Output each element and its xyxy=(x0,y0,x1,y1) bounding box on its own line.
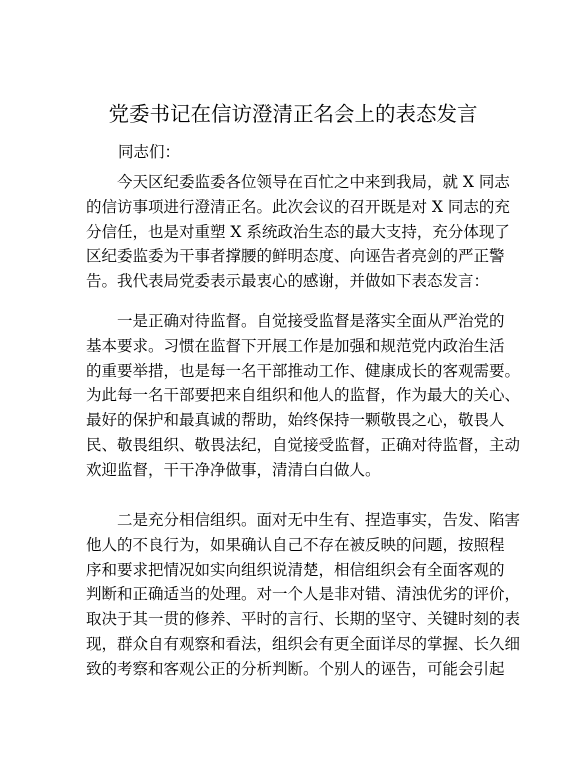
paragraph-line: 的信访事项进行澄清正名。此次会议的召开既是对 X 同志的充 xyxy=(86,197,510,216)
paragraph-line: 欢迎监督，干干净净做事，清清白白做人。 xyxy=(86,460,381,479)
paragraph-line: 今天区纪委监委各位领导在百忙之中来到我局，就 X 同志 xyxy=(117,173,510,191)
paragraph-line: 判断和正确适当的处理。对一个人是非对错、清浊优劣的评价， xyxy=(86,585,521,604)
salutation: 同志们： xyxy=(118,143,181,161)
paragraph-line: 基本要求。习惯在监督下开展工作是加强和规范党内政治生活 xyxy=(86,336,505,355)
paragraph-line: 现，群众自有观察和看法，组织会有更全面详尽的掌握、长久细 xyxy=(86,634,521,653)
paragraph-line: 告。我代表局党委表示最衷心的感谢，并做如下表态发言： xyxy=(86,272,490,291)
document-title: 党委书记在信访澄清正名会上的表态发言 xyxy=(108,102,478,126)
paragraph-line: 最好的保护和最真诚的帮助，始终保持一颗敬畏之心，敬畏人 xyxy=(86,411,505,430)
paragraph-line: 二是充分相信组织。面对无中生有、捏造事实，告发、陷害 xyxy=(117,511,521,529)
paragraph-line: 民、敬畏组织、敬畏法纪，自觉接受监督，正确对待监督，主动 xyxy=(86,435,521,454)
paragraph-line: 序和要求把情况如实向组织说清楚，相信组织会有全面客观的 xyxy=(86,560,505,579)
paragraph-line: 分信任，也是对重塑 X 系统政治生态的最大支持，充分体现了 xyxy=(86,222,510,241)
paragraph-point-two xyxy=(86,508,521,682)
paragraph-line: 取决于其一贯的修养、平时的言行、长期的坚守、关键时刻的表 xyxy=(86,610,521,629)
paragraph-intro xyxy=(86,170,510,294)
paragraph-line: 区纪委监委为干事者撑腰的鲜明态度、向诬告者亮剑的严正警 xyxy=(86,247,505,266)
paragraph-line: 的重要举措，也是每一名干部推动工作、健康成长的客观需要。 xyxy=(86,361,521,380)
paragraph-line: 致的考察和客观公正的分析判断。个别人的诬告，可能会引起 xyxy=(86,659,505,678)
paragraph-point-one xyxy=(86,309,521,483)
paragraph-line: 他人的不良行为，如果确认自己不存在被反映的问题，按照程 xyxy=(86,535,505,554)
paragraph-line: 为此每一名干部要把来自组织和他人的监督，作为最大的关心、 xyxy=(86,386,521,405)
paragraph-line: 一是正确对待监督。自觉接受监督是落实全面从严治党的 xyxy=(117,312,505,330)
